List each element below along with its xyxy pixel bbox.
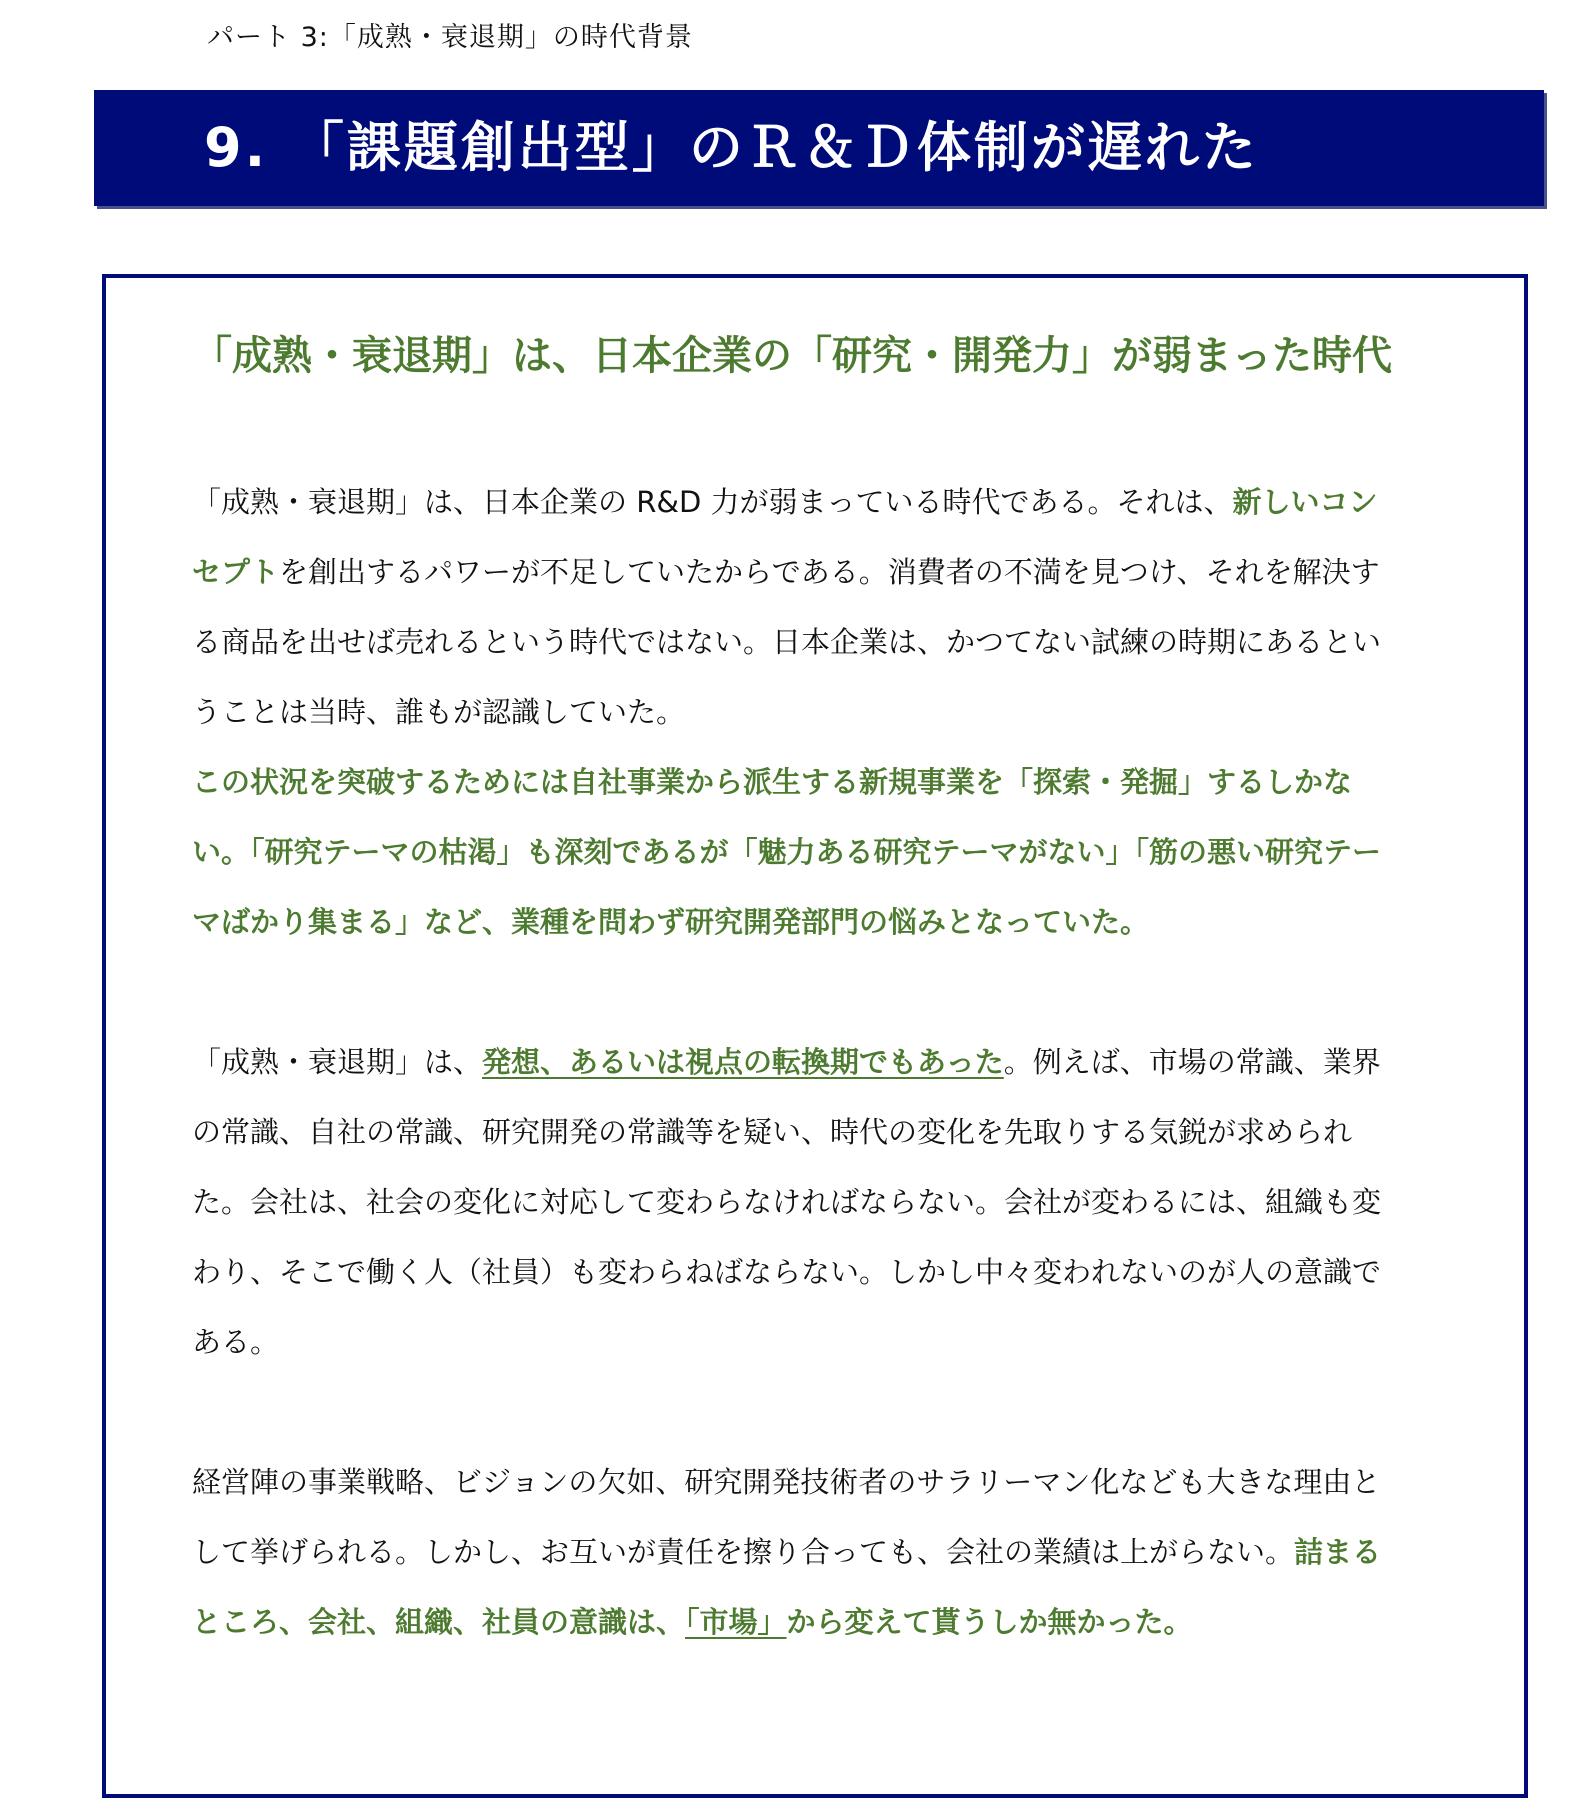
p1-text-a: 「成熟・衰退期」は、日本企業の R&D 力が弱まっている時代である。それは、 [192,485,1233,519]
p3-text-a: 「成熟・衰退期」は、 [192,1045,483,1079]
p1-highlight: 新しいコンセプト [192,485,1378,589]
p4-text-a: 経営陣の事業戦略、ビジョンの欠如、研究開発技術者のサラリーマン化なども大きな理由として挙げられる。しかし、お互いが責任を擦り合っても、会社の業績は上がらない。 [192,1465,1381,1569]
paragraph-3 [192,1027,1392,1377]
p3-highlight: 発想、あるいは視点の転換期でもあった [482,1045,1004,1079]
paragraph-2: この状況を突破するためには自社事業から派生する新規事業を「探索・発掘」するしかない。「研究テーマの枯渇」も深刻であるが「魅力ある研究テーマがない」「筋の悪い研究テーマばかり集まる」など、業種を問わず研究開発部門の悩みとなっていた。 [192,765,1382,939]
paragraph-4 [192,1447,1392,1657]
p4-text-d: から変えて貰うしか無かった。 [786,1605,1193,1639]
p1-text-c: を創出するパワーが不足していたからである。消費者の不満を見つけ、それを解決する商品を出せば売れるという時代ではない。日本企業は、かつてない試練の時期にあるということは当時、誰もが認識していた。 [192,555,1382,729]
title-banner [94,90,1544,206]
p4-market: 「市場」 [685,1605,787,1639]
page-header-label: パート 3:「成熟・衰退期」の時代背景 [207,22,693,53]
page-title: 9. 「課題創出型」のＲ＆Ｄ体制が遅れた [204,116,1259,179]
p3-text-c: 。例えば、市場の常識、業界の常識、自社の常識、研究開発の常識等を疑い、時代の変化を先取りする気鋭が求められた。会社は、社会の変化に対応して変わらなければならない。会社が変わるには、組織も変わり、そこで働く人（社員）も変わらねばならない。しかし中々変われないのが人の意識である。 [192,1045,1382,1359]
section-subheading: 「成熟・衰退期」は、日本企業の「研究・開発力」が弱まった時代 [192,333,1392,379]
content-box [102,274,1528,1798]
p4-highlight: 詰まるところ、会社、組織、社員の意識は、 [192,1535,1382,1639]
paragraph-1 [192,467,1392,747]
